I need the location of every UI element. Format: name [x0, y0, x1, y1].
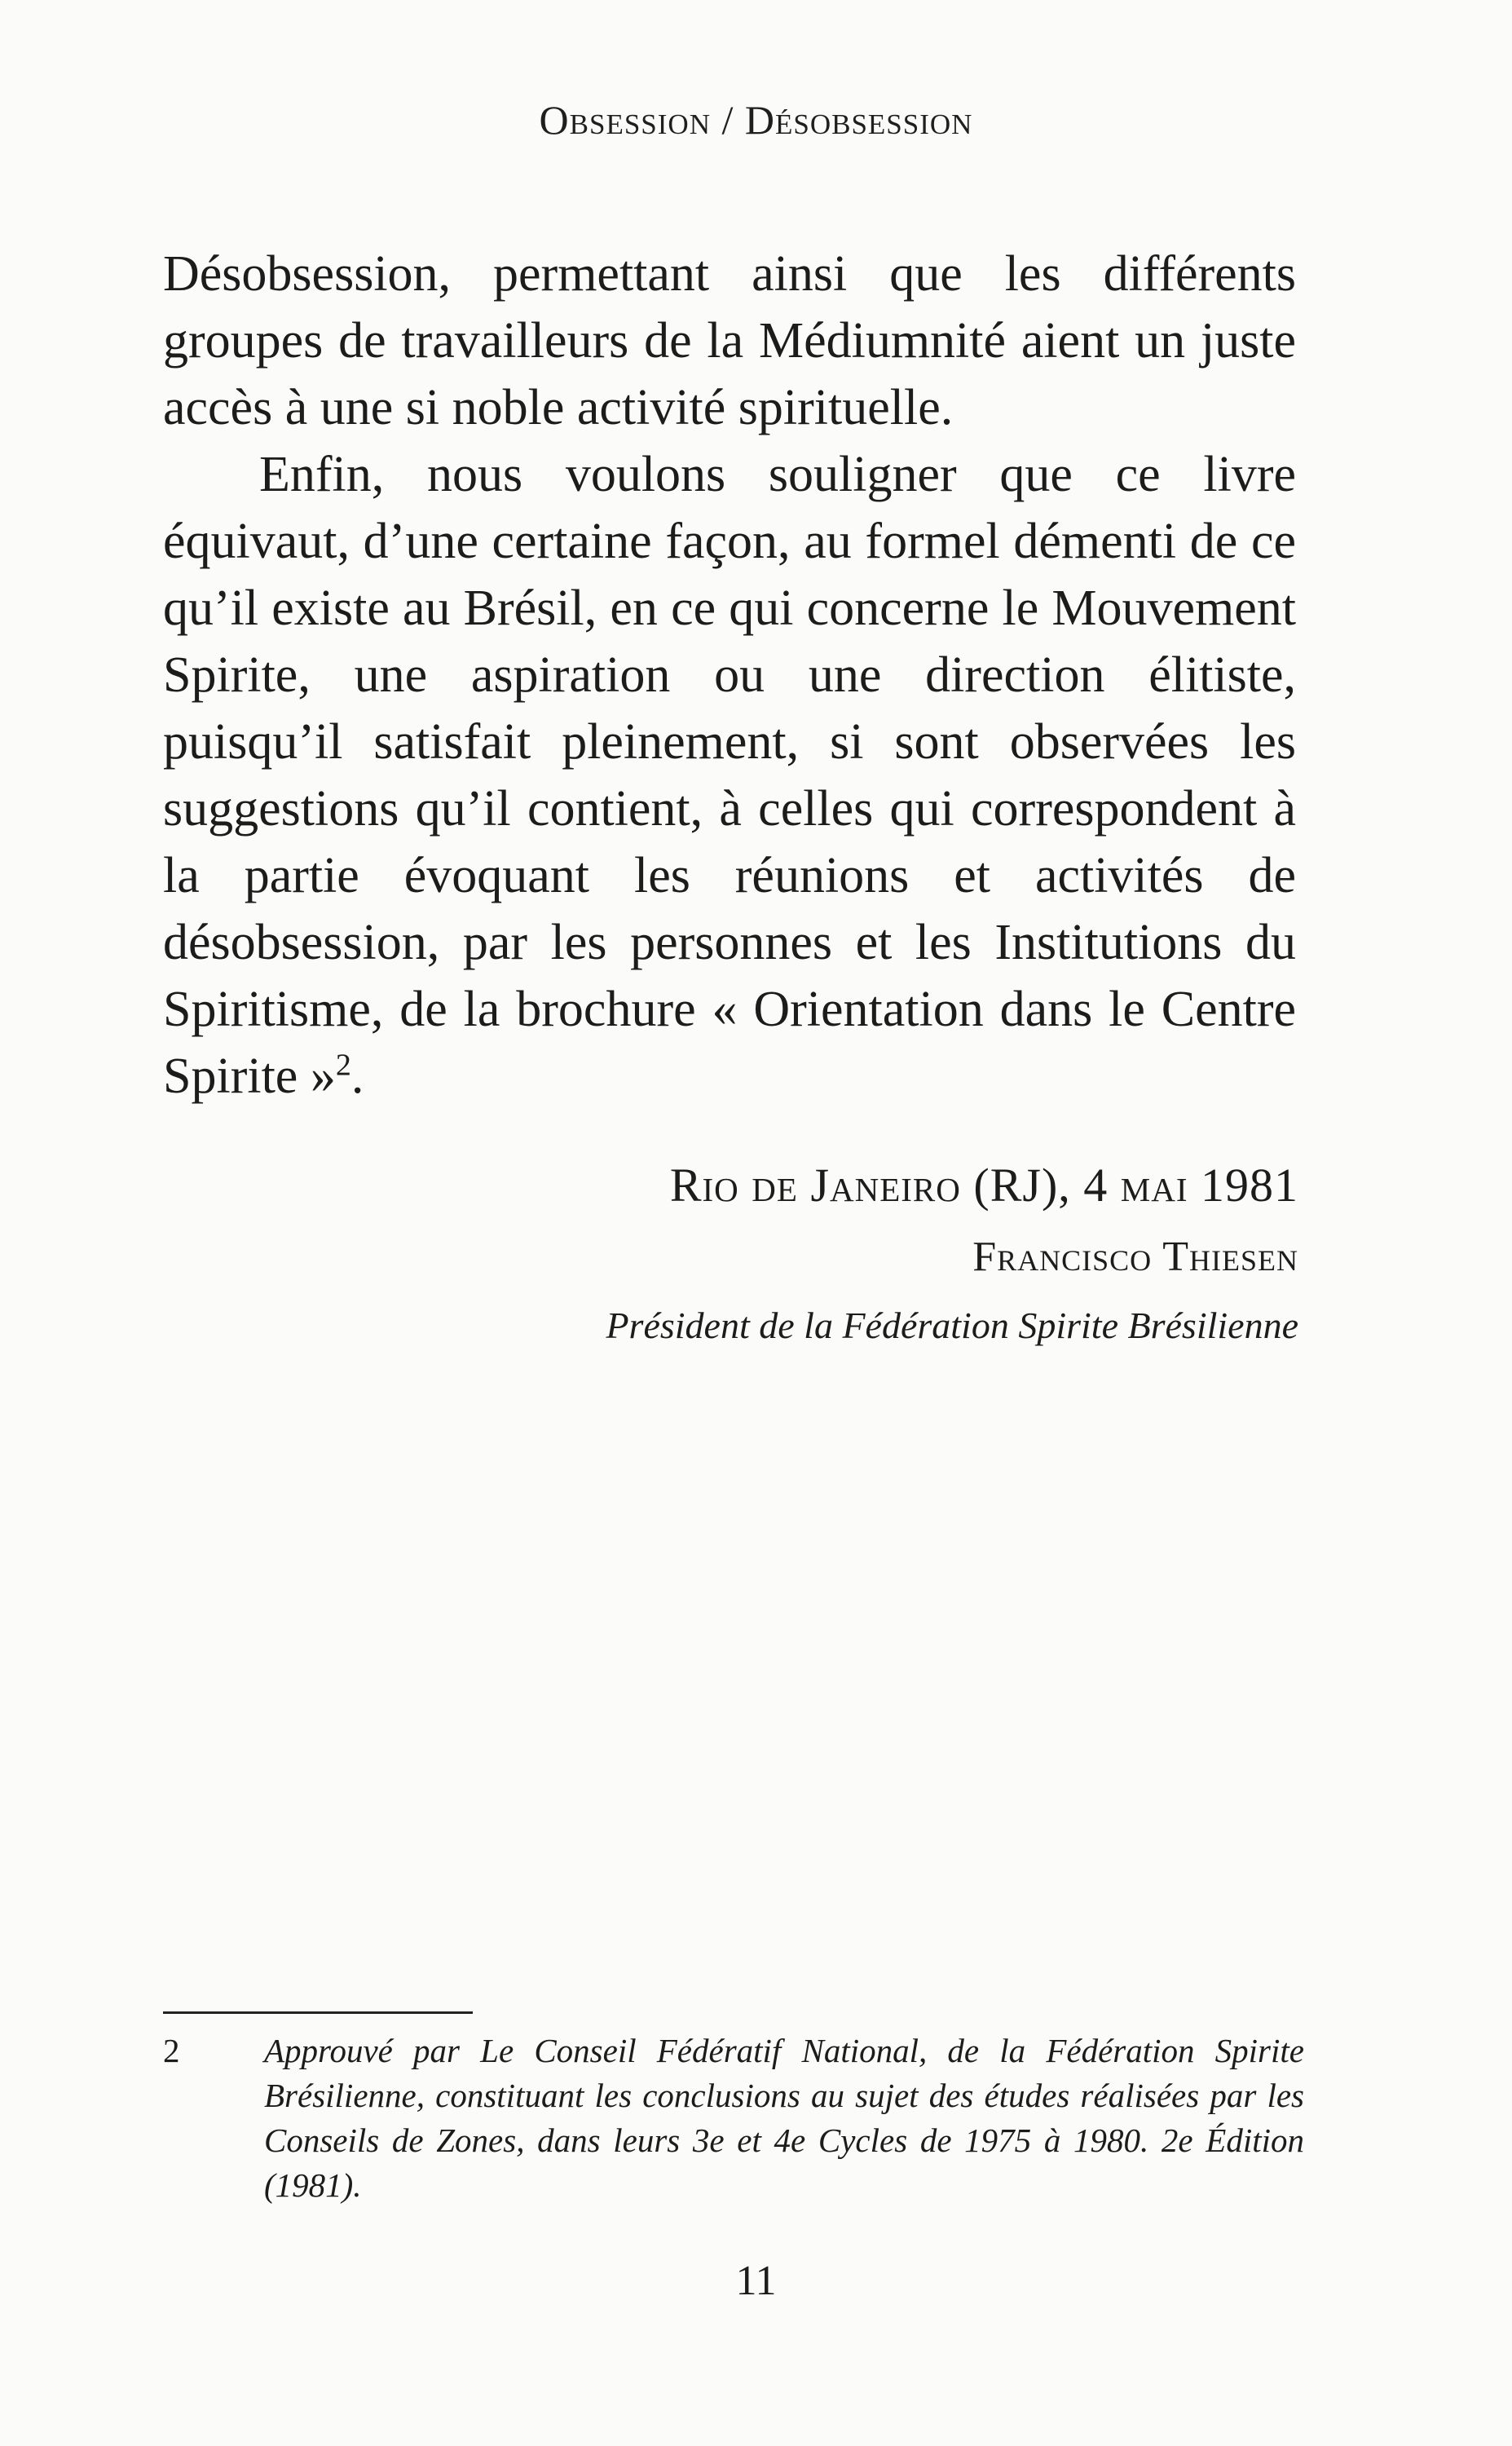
footnote-divider: [163, 2011, 473, 2014]
footnote-number: 2: [163, 2032, 180, 2069]
running-head: Obsession / Désobsession: [539, 97, 973, 143]
footnote-text: Approuvé par Le Conseil Fédératif National, de la Fédération Spirite Brésilienne, constituant les conclusions au sujet des études réalisées par les Conseils de Zones, dans leurs 3e et 4e Cycles de 1975 à 1980. 2e Édition (1981).: [264, 2032, 1304, 2204]
page-number: 11: [735, 2258, 777, 2304]
body-text: [163, 241, 1296, 1110]
paragraph-2: [163, 441, 1296, 1110]
signature-name: Francisco Thiesen: [972, 1234, 1298, 1280]
footnote: [163, 2029, 1304, 2208]
signature-block: [606, 1150, 1298, 1358]
paragraph-2-text: Enfin, nous voulons souligner que ce livre équivaut, d’une certaine façon, au formel démenti de ce qu’il existe au Brésil, en ce qui concerne le Mouvement Spirite, une aspiration ou une direction élitiste, puisqu’il satisfait pleinement, si sont observées les suggestions qu’il contient, à celles qui correspondent à la partie évoquant les réunions et activités de désobsession, par les personnes et les Institutions du Spiritisme, de la brochure « Orientation dans le Centre Spirite »: [163, 447, 1296, 1104]
paragraph-1: Désobsession, permettant ainsi que les différents groupes de travailleurs de la Médiumnité aient un juste accès à une si noble activité spirituelle.: [163, 246, 1296, 435]
signature-role: Président de la Fédération Spirite Brésilienne: [606, 1305, 1298, 1346]
signature-place-date: Rio de Janeiro (RJ), 4 mai 1981: [669, 1159, 1298, 1212]
paragraph-2-end: .: [350, 1049, 364, 1104]
footnote-reference: 2: [335, 1048, 351, 1083]
